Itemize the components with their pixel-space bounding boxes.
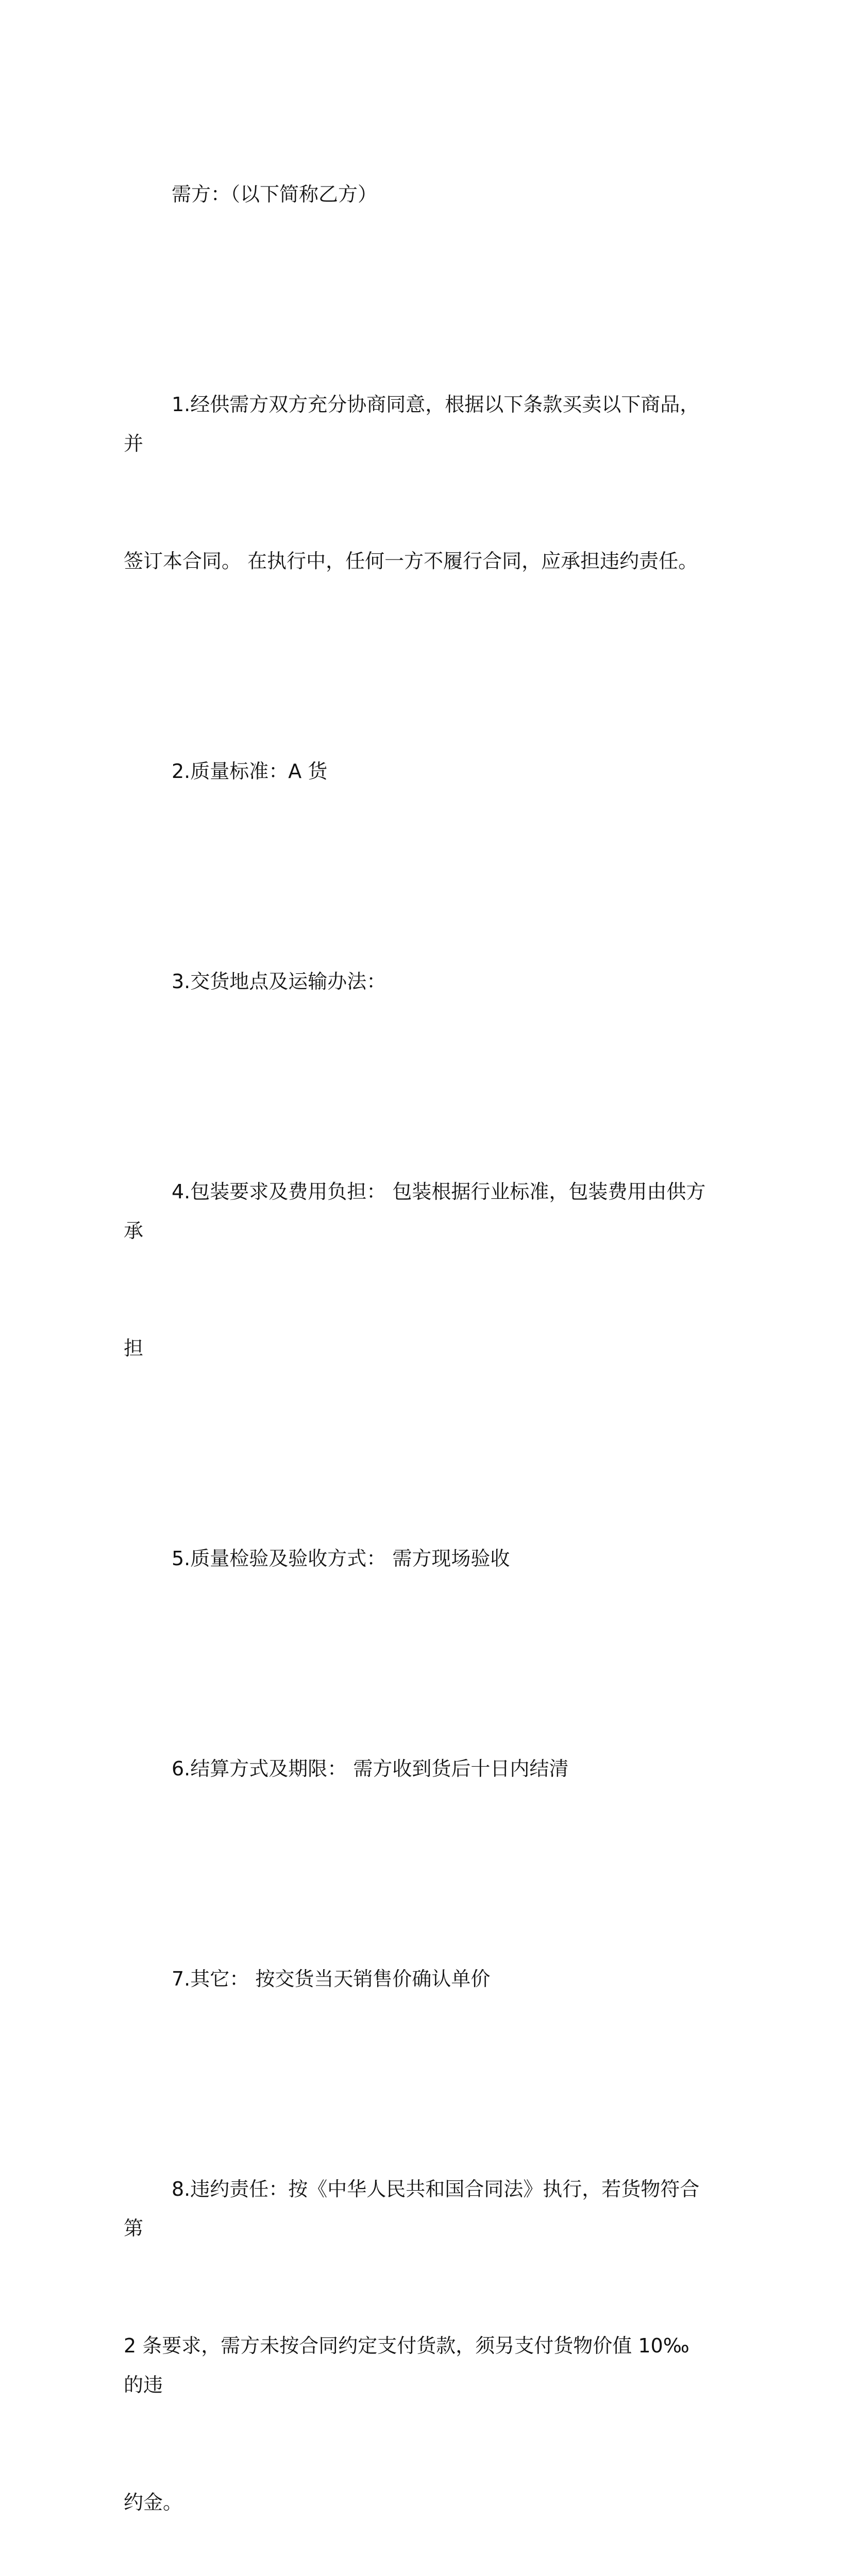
paragraph-line: 7.其它： 按交货当天销售价确认单价 (172, 1968, 491, 1990)
clause-5 (124, 1461, 708, 1656)
clause-2 (124, 673, 708, 869)
paragraph-line: 约金。 (124, 2491, 183, 2514)
clause-7 (124, 1881, 708, 2077)
paragraph-line: 2 条要求，需方未按合同约定支付货款，须另支付货物价值 10‰的违 (124, 2334, 689, 2396)
clause-8 (124, 2091, 708, 2576)
buyer-line (124, 96, 708, 292)
paragraph-line: 6.结算方式及期限： 需方收到货后十日内结清 (172, 1757, 569, 1780)
paragraph-line: 5.质量检验及验收方式： 需方现场验收 (172, 1547, 510, 1570)
paragraph-line: 3.交货地点及运输办法： (172, 970, 386, 993)
paragraph-line: 4.包装要求及费用负担： 包装根据行业标准，包装费用由供方承 (124, 1180, 706, 1242)
paragraph-line: 2.质量标准：A 货 (172, 760, 328, 783)
clause-1 (124, 307, 708, 659)
paragraph-line: 8.违约责任：按《中华人民共和国合同法》执行，若货物符合第 (124, 2178, 700, 2240)
paragraph-line: 签订本合同。 在执行中，任何一方不履行合同，应承担违约责任。 (124, 550, 698, 572)
clause-6 (124, 1671, 708, 1867)
clause-3 (124, 884, 708, 1079)
contract-body (124, 96, 708, 2576)
clause-4 (124, 1094, 708, 1446)
paragraph-line: 需方：（以下简称乙方） (172, 183, 378, 206)
paragraph-line: 1.经供需方双方充分协商同意，根据以下条款买卖以下商品，并 (124, 393, 700, 455)
paragraph-line: 担 (124, 1337, 144, 1360)
